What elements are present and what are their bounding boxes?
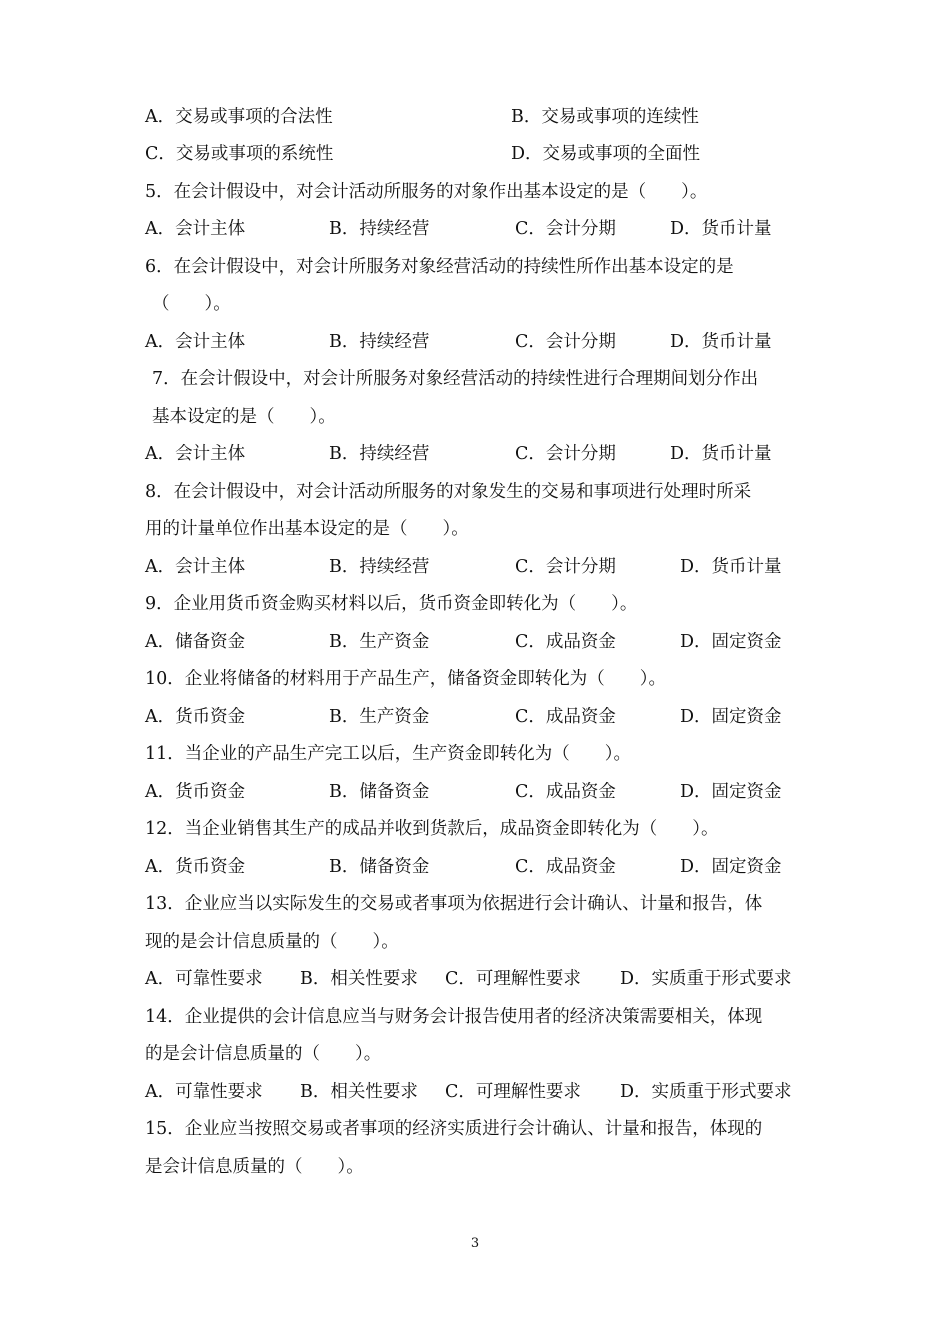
question-7-line: 基本设定的是（ ）。	[152, 407, 336, 427]
option-b: B．持续经营	[329, 557, 430, 577]
option-d: D．实质重于形式要求	[620, 1082, 792, 1102]
option-a: A．会计主体	[145, 219, 246, 239]
option-d: D．货币计量	[670, 444, 772, 464]
question-13-line: 13．企业应当以实际发生的交易或者事项为依据进行会计确认、计量和报告，体	[145, 894, 763, 914]
option-b: B．持续经营	[329, 219, 430, 239]
option-d: D．货币计量	[680, 557, 782, 577]
option-c: C．成品资金	[515, 632, 616, 652]
question-5-line: 5．在会计假设中，对会计活动所服务的对象作出基本设定的是（ ）。	[145, 182, 708, 202]
option-b: B．持续经营	[329, 444, 430, 464]
option-c: C．可理解性要求	[445, 969, 581, 989]
option-b: B．相关性要求	[300, 969, 418, 989]
question-8-line: 用的计量单位作出基本设定的是（ ）。	[145, 519, 469, 539]
question-12-line: 12．当企业销售其生产的成品并收到货款后，成品资金即转化为（ ）。	[145, 819, 719, 839]
option-c: C．会计分期	[515, 332, 616, 352]
question-11-line: 11．当企业的产品生产完工以后，生产资金即转化为（ ）。	[145, 744, 632, 764]
option-b: B．生产资金	[329, 632, 430, 652]
option-d: D．货币计量	[670, 219, 772, 239]
option-a: A．可靠性要求	[145, 969, 263, 989]
option-b: B．生产资金	[329, 707, 430, 727]
question-14-line: 的是会计信息质量的（ ）。	[145, 1044, 382, 1064]
option-c: C．会计分期	[515, 444, 616, 464]
option-a: A．交易或事项的合法性	[145, 107, 333, 127]
option-d: D．实质重于形式要求	[620, 969, 792, 989]
option-c: C．交易或事项的系统性	[145, 144, 334, 164]
question-7-line: 7．在会计假设中，对会计所服务对象经营活动的持续性进行合理期间划分作出	[152, 369, 759, 389]
option-c: C．成品资金	[515, 782, 616, 802]
option-c: C．会计分期	[515, 557, 616, 577]
option-d: D．固定资金	[680, 782, 782, 802]
option-d: D．货币计量	[670, 332, 772, 352]
option-d: D．固定资金	[680, 707, 782, 727]
option-a: A．货币资金	[145, 782, 246, 802]
option-a: A．可靠性要求	[145, 1082, 263, 1102]
option-c: C．可理解性要求	[445, 1082, 581, 1102]
option-c: C．成品资金	[515, 857, 616, 877]
option-c: C．成品资金	[515, 707, 616, 727]
question-14-line: 14．企业提供的会计信息应当与财务会计报告使用者的经济决策需要相关，体现	[145, 1007, 763, 1027]
option-b: B．相关性要求	[300, 1082, 418, 1102]
question-15-line: 15．企业应当按照交易或者事项的经济实质进行会计确认、计量和报告，体现的	[145, 1119, 763, 1139]
question-8-line: 8．在会计假设中，对会计活动所服务的对象发生的交易和事项进行处理时所采	[145, 482, 752, 502]
option-c: C．会计分期	[515, 219, 616, 239]
option-b: B．持续经营	[329, 332, 430, 352]
option-a: A．会计主体	[145, 332, 246, 352]
option-d: D．固定资金	[680, 857, 782, 877]
option-b: B．交易或事项的连续性	[511, 107, 699, 127]
option-a: A．会计主体	[145, 444, 246, 464]
question-6-line: （ ）。	[152, 294, 231, 314]
option-b: B．储备资金	[329, 782, 430, 802]
option-a: A．储备资金	[145, 632, 246, 652]
question-6-line: 6．在会计假设中，对会计所服务对象经营活动的持续性所作出基本设定的是	[145, 257, 734, 277]
question-10-line: 10．企业将储备的材料用于产品生产，储备资金即转化为（ ）。	[145, 669, 667, 689]
option-a: A．货币资金	[145, 857, 246, 877]
option-a: A．货币资金	[145, 707, 246, 727]
option-a: A．会计主体	[145, 557, 246, 577]
option-d: D．固定资金	[680, 632, 782, 652]
option-b: B．储备资金	[329, 857, 430, 877]
option-d: D．交易或事项的全面性	[511, 144, 701, 164]
question-9-line: 9．企业用货币资金购买材料以后，货币资金即转化为（ ）。	[145, 594, 638, 614]
page-number: 3	[470, 1236, 480, 1251]
question-13-line: 现的是会计信息质量的（ ）。	[145, 932, 399, 952]
question-15-line: 是会计信息质量的（ ）。	[145, 1157, 364, 1177]
